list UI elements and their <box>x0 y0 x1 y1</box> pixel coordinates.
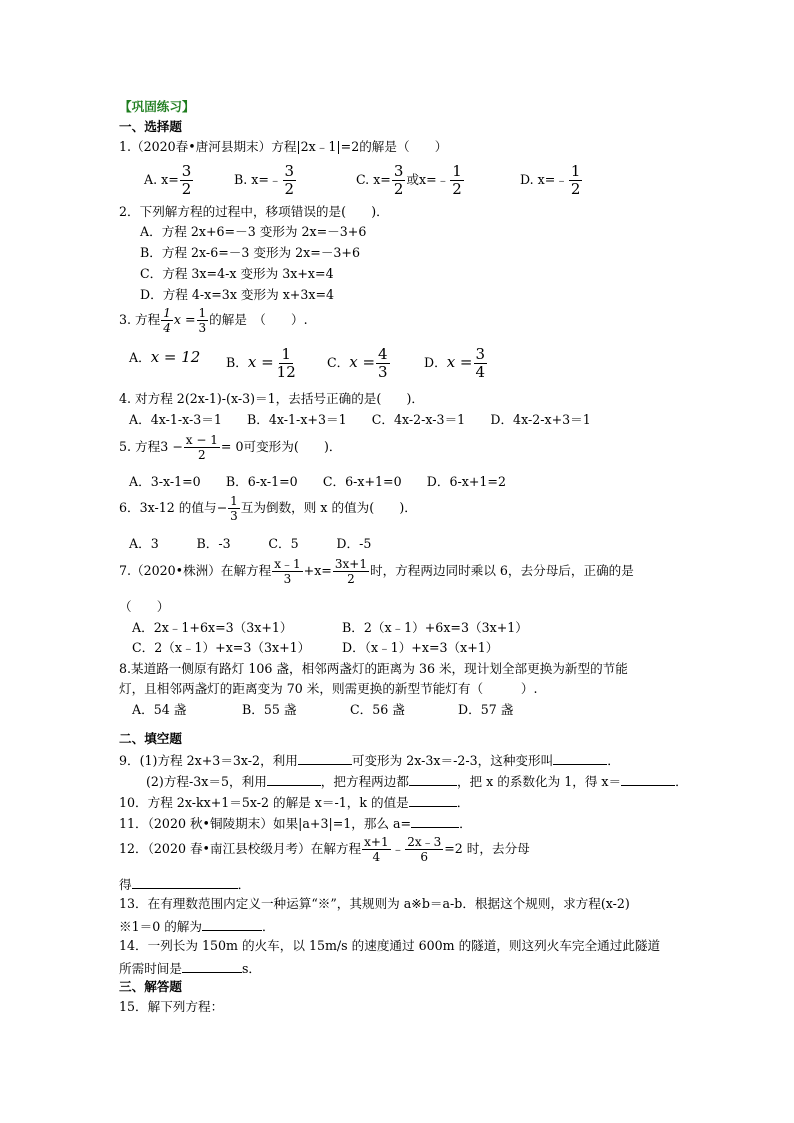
q1-option-d: D. x=﹣ $\frac{1}{2}$ <box>520 162 581 198</box>
q5-stem: 5. 方程3 − $\frac{x - 1}{2}$ = 0可变形为( )． <box>119 433 342 462</box>
part1-title: 一、选择题 <box>119 119 182 134</box>
q2-option-b: B．方程 2x-6=－3 变形为 2x=－3+6 <box>140 245 360 260</box>
part2-title: 二、填空题 <box>119 731 182 746</box>
q9-blank-1[interactable] <box>298 751 352 765</box>
q3-option-c: C．x = $\frac{4}{3}$ <box>327 345 388 381</box>
q6-stem: 6．3x-12 的值与− $\frac{1}{3}$ 互为倒数，则 x 的值为( )． <box>119 494 417 523</box>
q9-line1: 9．(1)方程 2x+3＝3x-2，利用 可变形为 2x-3x＝-2-3，这种变形叫 ． <box>119 753 620 768</box>
q4-stem: 4. 对方程 2(2x-1)-(x-3)＝1，去括号正确的是( )． <box>119 391 424 406</box>
q1-option-b: B. x=﹣ $\frac{3}{2}$ <box>234 162 295 198</box>
q11: 11．（2020 秋•铜陵期末）如果|a+3|=1，那么 a= ． <box>119 816 472 831</box>
q12-stem: 12．（2020 春•南江县校级月考）在解方程 $\frac{x+1}{4}$ ﹣ $\frac{2x﹣3}{6}$ =2 时，去分母 <box>119 835 530 864</box>
q13-line1: 13．在有理数范围内定义一种运算“※”，其规则为 a※b＝a-b．根据这个规则，求方程(x-2) <box>119 896 630 911</box>
q7-option-c: C．2（x﹣1）+x=3（3x+1） <box>132 640 311 655</box>
q9-blank-2[interactable] <box>553 751 607 765</box>
q9-blank-4[interactable] <box>409 772 457 786</box>
q1-option-a: A. x= $\frac{3}{2}$ <box>144 162 192 198</box>
q1-option-c: C. x= $\frac{3}{2}$ 或x=﹣ $\frac{1}{2}$ <box>356 162 462 198</box>
q4-options: A．4x-1-x-3＝1 B．4x-1-x+3＝1 C．4x-2-x-3＝1 D．4x-2-x+3＝1 <box>129 412 591 427</box>
q10: 10．方程 2x-kx+1＝5x-2 的解是 x＝-1，k 的值是 ． <box>119 795 470 810</box>
q3-option-b: B．x = $\frac{1}{12}$ <box>226 345 296 381</box>
q8-option-d: D．57 盏 <box>458 702 514 717</box>
q2-option-a: A．方程 2x+6=－3 变形为 2x=－3+6 <box>140 224 367 239</box>
q13-blank[interactable] <box>202 917 262 931</box>
q7-option-d: D．（x﹣1）+x=3（x+1） <box>342 640 499 655</box>
q14-line1: 14．一列长为 150m 的火车，以 15m/s 的速度通过 600m 的隧道，则这列火车完全通过此隧道 <box>119 938 661 953</box>
q10-blank[interactable] <box>409 793 457 807</box>
q7-paren: （ ） <box>119 599 170 614</box>
q9-blank-3[interactable] <box>267 772 321 786</box>
q8-option-a: A．54 盏 <box>132 702 187 717</box>
q14-line2: 所需时间是 s． <box>119 961 262 976</box>
q8-line2: 灯，且相邻两盏灯的距离变为 70 米，则需更换的新型节能灯有（ ）. <box>119 681 538 696</box>
q8-option-c: C．56 盏 <box>350 702 405 717</box>
q5-options: A．3-x-1=0 B．6-x-1=0 C．6-x+1=0 D．6-x+1=2 <box>129 474 506 489</box>
q15-stem: 15．解下列方程： <box>119 999 224 1014</box>
q13-line2: ※1＝0 的解为 ． <box>119 919 275 934</box>
q8-option-b: B．55 盏 <box>242 702 297 717</box>
q14-blank[interactable] <box>182 959 242 973</box>
q7-stem: 7.（2020•株洲）在解方程 $\frac{x﹣1}{3}$ +x= $\frac{3x+1}{2}$ 时，方程两边同时乘以 6，去分母后，正确的是 <box>119 557 634 586</box>
q6-options: A．3 B．-3 C．5 D．-5 <box>129 536 372 551</box>
q7-option-a: A．2x﹣1+6x=3（3x+1） <box>132 620 293 635</box>
q12-blank[interactable] <box>132 875 238 889</box>
q3-option-a: A．x = 12 <box>129 348 201 366</box>
q2-option-d: D．方程 4-x=3x 变形为 x+3x=4 <box>140 287 335 302</box>
q7-option-b: B．2（x﹣1）+6x=3（3x+1） <box>342 620 528 635</box>
q9-blank-5[interactable] <box>621 772 675 786</box>
section-header: 【巩固练习】 <box>119 99 195 114</box>
q8-line1: 8.某道路一侧原有路灯 106 盏，相邻两盏灯的距离为 36 米，现计划全部更换为新型的节能 <box>119 661 628 676</box>
q12-line2: 得 ． <box>119 877 251 892</box>
q2-stem: 2．下列解方程的过程中，移项错误的是( )． <box>119 204 389 219</box>
q3-stem: 3. 方程 $\frac{1}{4}$ x = $\frac{1}{3}$ 的解是 （ ）. <box>119 306 308 335</box>
q2-option-c: C．方程 3x=4-x 变形为 3x+x=4 <box>140 266 334 281</box>
q9-line2: (2)方程-3x＝5，利用 ，把方程两边都 ，把 x 的系数化为 1，得 x＝ ． <box>146 774 688 789</box>
part3-title: 三、解答题 <box>119 979 182 994</box>
q1-stem: 1.（2020春•唐河县期末）方程|2x﹣1|=2的解是（ ） <box>119 139 448 154</box>
q3-option-d: D．x = $\frac{3}{4}$ <box>424 345 486 381</box>
q11-blank[interactable] <box>411 814 459 828</box>
